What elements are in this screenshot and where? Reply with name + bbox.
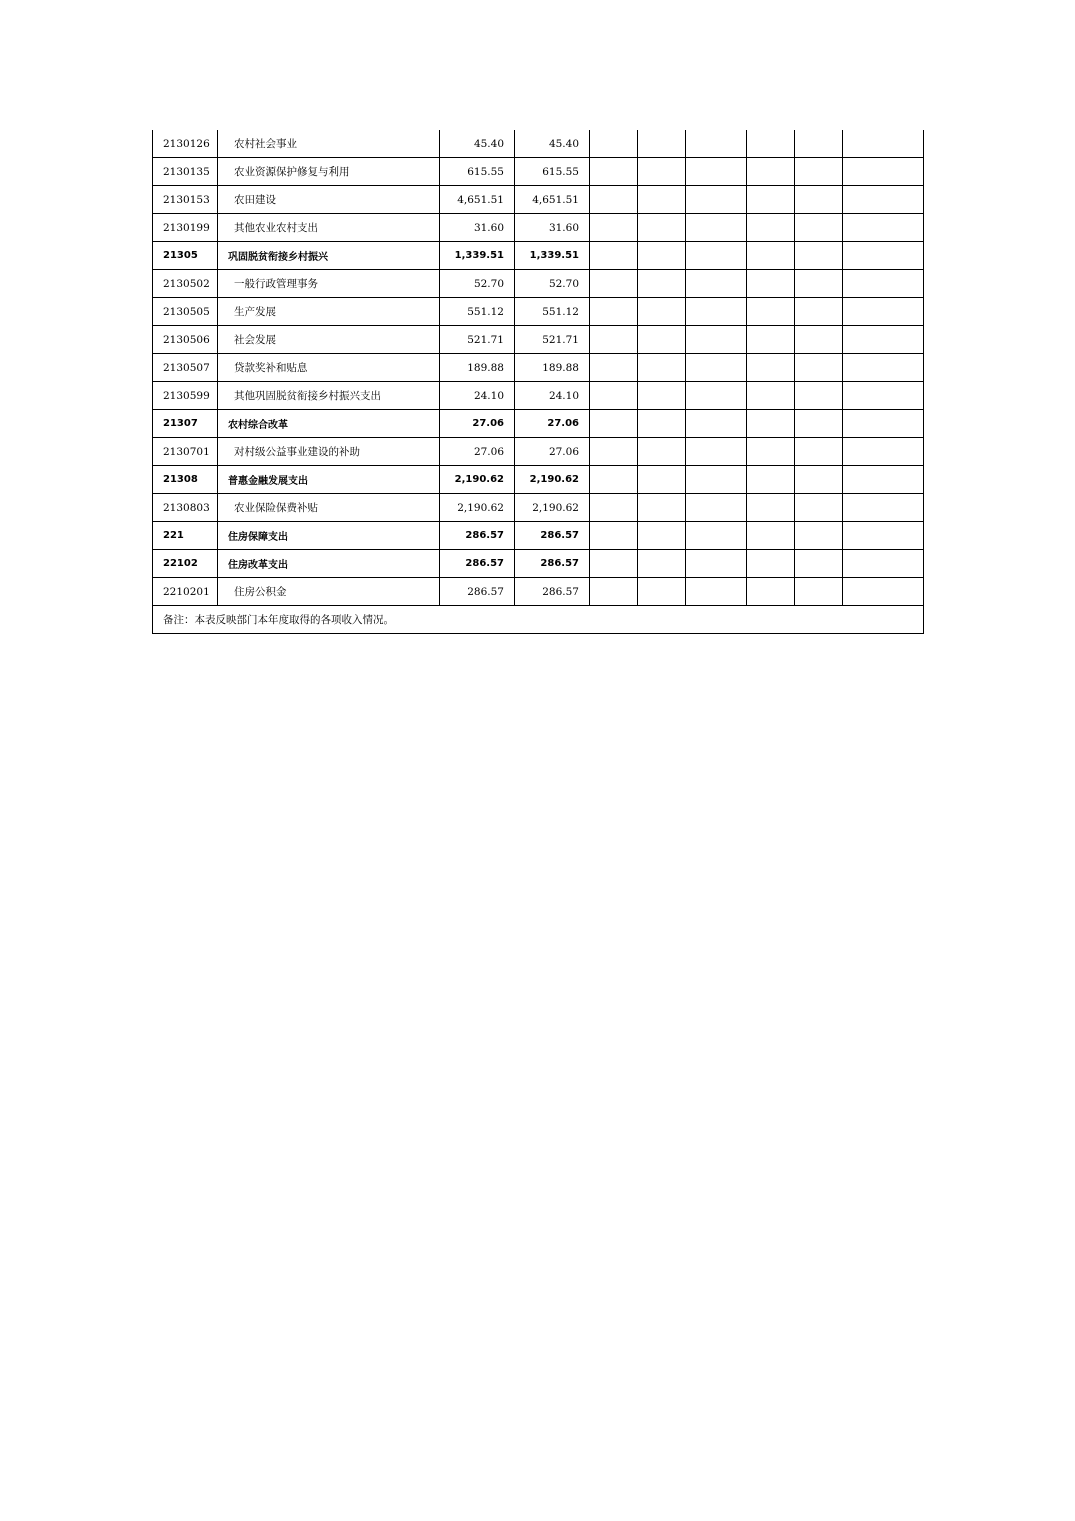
empty-cell (747, 354, 795, 382)
empty-cell (638, 242, 686, 270)
subject-code: 21307 (153, 410, 218, 438)
table-row (153, 186, 924, 214)
subject-name: 一般行政管理事务 (218, 270, 440, 298)
empty-cell (638, 298, 686, 326)
empty-cell (795, 326, 843, 354)
empty-cell (843, 214, 924, 242)
empty-cell (686, 130, 747, 158)
empty-cell (638, 466, 686, 494)
table-row (153, 130, 924, 158)
empty-cell (590, 326, 638, 354)
empty-cell (795, 130, 843, 158)
current-year-amount: 2,190.62 (515, 494, 590, 522)
subject-code: 2130505 (153, 298, 218, 326)
table-body (153, 130, 924, 634)
empty-cell (590, 494, 638, 522)
empty-cell (843, 298, 924, 326)
empty-cell (843, 578, 924, 606)
total-amount: 1,339.51 (440, 242, 515, 270)
empty-cell (686, 214, 747, 242)
empty-cell (590, 354, 638, 382)
empty-cell (795, 298, 843, 326)
empty-cell (795, 186, 843, 214)
subject-code: 2130599 (153, 382, 218, 410)
empty-cell (747, 186, 795, 214)
subject-code: 2210201 (153, 578, 218, 606)
current-year-amount: 24.10 (515, 382, 590, 410)
current-year-amount: 189.88 (515, 354, 590, 382)
empty-cell (795, 466, 843, 494)
subject-code: 2130507 (153, 354, 218, 382)
subject-name: 普惠金融发展支出 (218, 466, 440, 494)
subject-name: 住房公积金 (218, 578, 440, 606)
empty-cell (590, 410, 638, 438)
empty-cell (747, 214, 795, 242)
empty-cell (843, 494, 924, 522)
empty-cell (590, 550, 638, 578)
table-row (153, 438, 924, 466)
empty-cell (590, 158, 638, 186)
empty-cell (795, 550, 843, 578)
total-amount: 27.06 (440, 438, 515, 466)
empty-cell (686, 242, 747, 270)
total-amount: 27.06 (440, 410, 515, 438)
empty-cell (686, 550, 747, 578)
current-year-amount: 286.57 (515, 550, 590, 578)
note-row (153, 606, 924, 634)
empty-cell (795, 578, 843, 606)
empty-cell (843, 158, 924, 186)
empty-cell (747, 298, 795, 326)
empty-cell (686, 298, 747, 326)
empty-cell (747, 466, 795, 494)
empty-cell (843, 522, 924, 550)
empty-cell (747, 270, 795, 298)
total-amount: 286.57 (440, 578, 515, 606)
empty-cell (747, 158, 795, 186)
empty-cell (686, 522, 747, 550)
table-row (153, 382, 924, 410)
subject-code: 2130153 (153, 186, 218, 214)
empty-cell (638, 130, 686, 158)
empty-cell (686, 410, 747, 438)
current-year-amount: 1,339.51 (515, 242, 590, 270)
empty-cell (638, 410, 686, 438)
subject-code: 2130502 (153, 270, 218, 298)
total-amount: 2,190.62 (440, 494, 515, 522)
empty-cell (843, 242, 924, 270)
empty-cell (843, 186, 924, 214)
empty-cell (686, 494, 747, 522)
subject-name: 贷款奖补和贴息 (218, 354, 440, 382)
empty-cell (638, 438, 686, 466)
empty-cell (795, 410, 843, 438)
current-year-amount: 2,190.62 (515, 466, 590, 494)
total-amount: 286.57 (440, 550, 515, 578)
empty-cell (843, 438, 924, 466)
empty-cell (795, 382, 843, 410)
total-amount: 52.70 (440, 270, 515, 298)
table-row (153, 410, 924, 438)
empty-cell (795, 270, 843, 298)
empty-cell (638, 494, 686, 522)
subject-name: 农村综合改革 (218, 410, 440, 438)
total-amount: 521.71 (440, 326, 515, 354)
empty-cell (590, 242, 638, 270)
empty-cell (638, 550, 686, 578)
empty-cell (843, 130, 924, 158)
table-row (153, 494, 924, 522)
empty-cell (686, 326, 747, 354)
total-amount: 31.60 (440, 214, 515, 242)
empty-cell (638, 578, 686, 606)
empty-cell (686, 158, 747, 186)
total-amount: 189.88 (440, 354, 515, 382)
empty-cell (590, 522, 638, 550)
empty-cell (590, 186, 638, 214)
empty-cell (747, 578, 795, 606)
table-row (153, 298, 924, 326)
total-amount: 615.55 (440, 158, 515, 186)
empty-cell (843, 270, 924, 298)
empty-cell (638, 270, 686, 298)
current-year-amount: 286.57 (515, 578, 590, 606)
current-year-amount: 27.06 (515, 410, 590, 438)
empty-cell (843, 382, 924, 410)
table-row (153, 522, 924, 550)
empty-cell (795, 522, 843, 550)
empty-cell (638, 326, 686, 354)
empty-cell (638, 186, 686, 214)
table-row (153, 466, 924, 494)
empty-cell (638, 354, 686, 382)
table-row (153, 354, 924, 382)
subject-name: 生产发展 (218, 298, 440, 326)
subject-name: 农村社会事业 (218, 130, 440, 158)
empty-cell (747, 326, 795, 354)
subject-code: 2130199 (153, 214, 218, 242)
table-row (153, 270, 924, 298)
total-amount: 551.12 (440, 298, 515, 326)
empty-cell (747, 382, 795, 410)
empty-cell (686, 382, 747, 410)
subject-code: 221 (153, 522, 218, 550)
subject-name: 农业保险保费补贴 (218, 494, 440, 522)
empty-cell (590, 382, 638, 410)
empty-cell (747, 522, 795, 550)
subject-name: 住房改革支出 (218, 550, 440, 578)
empty-cell (638, 158, 686, 186)
current-year-amount: 27.06 (515, 438, 590, 466)
empty-cell (843, 550, 924, 578)
table-row (153, 242, 924, 270)
subject-name: 其他农业农村支出 (218, 214, 440, 242)
empty-cell (747, 494, 795, 522)
empty-cell (686, 270, 747, 298)
empty-cell (638, 522, 686, 550)
empty-cell (590, 438, 638, 466)
total-amount: 45.40 (440, 130, 515, 158)
total-amount: 2,190.62 (440, 466, 515, 494)
current-year-amount: 286.57 (515, 522, 590, 550)
subject-code: 22102 (153, 550, 218, 578)
empty-cell (590, 214, 638, 242)
subject-name: 其他巩固脱贫衔接乡村振兴支出 (218, 382, 440, 410)
current-year-amount: 31.60 (515, 214, 590, 242)
total-amount: 4,651.51 (440, 186, 515, 214)
table-row (153, 326, 924, 354)
subject-name: 农业资源保护修复与利用 (218, 158, 440, 186)
table-row (153, 578, 924, 606)
subject-code: 2130803 (153, 494, 218, 522)
empty-cell (590, 270, 638, 298)
current-year-amount: 52.70 (515, 270, 590, 298)
subject-name: 社会发展 (218, 326, 440, 354)
subject-name: 巩固脱贫衔接乡村振兴 (218, 242, 440, 270)
empty-cell (638, 382, 686, 410)
current-year-amount: 45.40 (515, 130, 590, 158)
subject-code: 21305 (153, 242, 218, 270)
empty-cell (795, 242, 843, 270)
subject-code: 2130135 (153, 158, 218, 186)
empty-cell (590, 578, 638, 606)
total-amount: 24.10 (440, 382, 515, 410)
empty-cell (795, 158, 843, 186)
empty-cell (638, 214, 686, 242)
current-year-amount: 551.12 (515, 298, 590, 326)
subject-name: 住房保障支出 (218, 522, 440, 550)
empty-cell (795, 494, 843, 522)
subject-code: 2130506 (153, 326, 218, 354)
total-amount: 286.57 (440, 522, 515, 550)
empty-cell (747, 550, 795, 578)
empty-cell (686, 186, 747, 214)
subject-name: 对村级公益事业建设的补助 (218, 438, 440, 466)
budget-income-table (152, 130, 924, 634)
table-note: 备注：本表反映部门本年度取得的各项收入情况。 (153, 606, 924, 634)
empty-cell (686, 578, 747, 606)
current-year-amount: 521.71 (515, 326, 590, 354)
table-row (153, 214, 924, 242)
empty-cell (747, 130, 795, 158)
empty-cell (843, 326, 924, 354)
empty-cell (686, 466, 747, 494)
empty-cell (747, 410, 795, 438)
subject-code: 2130701 (153, 438, 218, 466)
empty-cell (686, 354, 747, 382)
empty-cell (843, 466, 924, 494)
empty-cell (795, 438, 843, 466)
table-row (153, 158, 924, 186)
empty-cell (843, 410, 924, 438)
current-year-amount: 615.55 (515, 158, 590, 186)
empty-cell (795, 354, 843, 382)
empty-cell (590, 130, 638, 158)
empty-cell (795, 214, 843, 242)
empty-cell (747, 438, 795, 466)
empty-cell (747, 242, 795, 270)
subject-code: 21308 (153, 466, 218, 494)
current-year-amount: 4,651.51 (515, 186, 590, 214)
subject-code: 2130126 (153, 130, 218, 158)
empty-cell (686, 438, 747, 466)
subject-name: 农田建设 (218, 186, 440, 214)
empty-cell (590, 466, 638, 494)
empty-cell (590, 298, 638, 326)
table-row (153, 550, 924, 578)
empty-cell (843, 354, 924, 382)
